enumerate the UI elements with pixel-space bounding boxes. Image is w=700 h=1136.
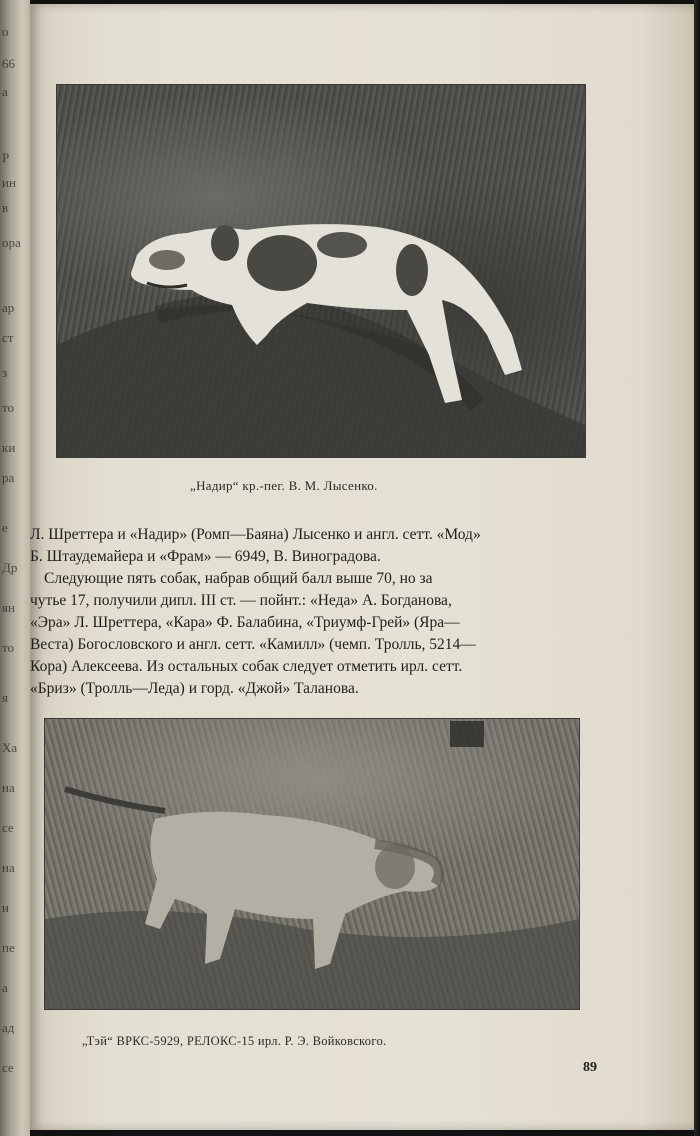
facing-page-fragment: се <box>2 820 14 835</box>
facing-page-fragment: ора <box>2 235 21 250</box>
facing-page-fragment: то <box>2 400 15 415</box>
facing-page-fragment: ян <box>2 600 15 615</box>
facing-page-fragment: Др <box>2 560 18 575</box>
facing-page-fragment: а <box>2 84 8 99</box>
facing-page-fragment: ки <box>2 440 16 455</box>
dog-illustration <box>45 719 579 1009</box>
facing-page-fragment: ст <box>2 330 14 345</box>
text-line: Б. Штаудемайера и «Фрам» — 6949, В. Виноградова. <box>30 548 381 565</box>
facing-page-fragment: ад <box>2 1020 15 1035</box>
page-number: 89 <box>583 1060 597 1075</box>
photo-caption: „Тэй“ ВРКС-5929, РЕЛОКС-15 ирл. Р. Э. Войковского. <box>82 1034 387 1048</box>
dog-illustration <box>57 85 585 457</box>
text-line: Следующие пять собак, набрав общий балл выше 70, но за <box>44 570 433 587</box>
text-line: Веста) Богословского и англ. сетт. «Камилл» (чемп. Тролль, 5214— <box>30 636 476 653</box>
facing-page-fragment: в <box>2 200 9 215</box>
facing-page-fragment: з <box>2 365 8 380</box>
facing-page-fragment: ар <box>2 300 15 315</box>
facing-page-fragment: Ха <box>2 740 18 755</box>
facing-page-fragment: я <box>2 690 8 705</box>
facing-page-fragment: 66 <box>2 56 15 71</box>
facing-page-fragment: е <box>2 520 8 535</box>
facing-page-fragment: пе <box>2 940 15 955</box>
facing-page-fragment: ин <box>2 175 16 190</box>
photo-caption: „Надир“ кр.-пег. В. М. Лысенко. <box>190 478 378 493</box>
facing-page-fragment: то <box>2 640 15 655</box>
text-line: «Бриз» (Тролль—Леда) и горд. «Джой» Таланова. <box>30 680 359 697</box>
facing-page-fragment: се <box>2 1060 14 1075</box>
text-line: «Эра» Л. Шреттера, «Кара» Ф. Балабина, «Триумф-Грей» (Яра— <box>30 614 460 631</box>
facing-page-fragment: а <box>2 980 8 995</box>
text-line: Л. Шреттера и «Надир» (Ромп—Баяна) Лысенко и англ. сетт. «Мод» <box>30 526 481 543</box>
photo-pointer-dog <box>56 84 586 458</box>
facing-page-fragment: Р <box>2 150 10 165</box>
facing-page-edge <box>0 0 30 1136</box>
book-page <box>30 4 694 1130</box>
text-line: Кора) Алексеева. Из остальных собак следует отметить ирл. сетт. <box>30 658 463 675</box>
body-paragraph <box>30 524 670 700</box>
facing-page-fragment: ра <box>2 470 15 485</box>
facing-page-fragment: и <box>2 900 9 915</box>
facing-page-fragment: о <box>2 24 9 39</box>
facing-page-fragment: на <box>2 860 15 875</box>
facing-page-fragment: на <box>2 780 15 795</box>
text-line: чутье 17, получили дипл. III ст. — пойнт.: «Неда» А. Богданова, <box>30 592 452 609</box>
photo-setter-dog <box>44 718 580 1010</box>
book-edge <box>694 0 700 1136</box>
